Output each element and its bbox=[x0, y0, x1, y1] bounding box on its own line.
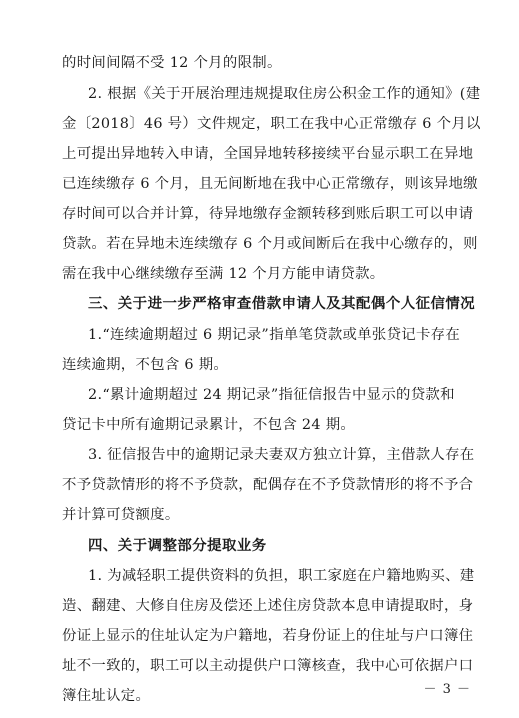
paragraph-line: 已连续缴存 6 个月，且无间断地在我中心正常缴存，则该异地缴 bbox=[62, 176, 478, 192]
page-number: － 3 － bbox=[423, 682, 471, 697]
paragraph-line: 2. 根据《关于开展治理违规提取住房公积金工作的通知》(建 bbox=[88, 86, 481, 102]
paragraph-line: 并计算可贷额度。 bbox=[62, 507, 180, 523]
paragraph-line: 址不一致的，职工可以主动提供户口簿核查，我中心可依据户口 bbox=[62, 658, 474, 674]
paragraph-line: 连续逾期，不包含 6 期。 bbox=[62, 357, 229, 373]
paragraph-line: 需在我中心继续缴存至满 12 个月方能申请贷款。 bbox=[62, 266, 385, 282]
paragraph-line: 簿住址认定。 bbox=[62, 688, 151, 704]
paragraph-line: 上可提出异地转入申请，全国异地转移接续平台显示职工在异地 bbox=[62, 146, 474, 162]
section-heading-four: 四、关于调整部分提取业务 bbox=[88, 538, 267, 554]
paragraph-line: 的时间间隔不受 12 个月的限制。 bbox=[62, 55, 282, 71]
section-heading-three: 三、关于进一步严格审查借款申请人及其配偶个人征信情况 bbox=[88, 296, 476, 312]
paragraph-line: 贷款。若在异地未连续缴存 6 个月或间断后在我中心缴存的，则 bbox=[62, 236, 478, 252]
paragraph-line: 1.“连续逾期超过 6 期记录”指单笔贷款或单张贷记卡存在 bbox=[88, 327, 461, 343]
paragraph-line: 3. 征信报告中的逾期记录夫妻双方独立计算，主借款人存在 bbox=[88, 447, 475, 463]
paragraph-line: 存时间可以合并计算，待异地缴存金额转移到账后职工可以申请 bbox=[62, 206, 474, 222]
paragraph-line: 份证上显示的住址认定为户籍地，若身份证上的住址与户口簿住 bbox=[62, 628, 474, 644]
paragraph-line: 不予贷款情形的将不予贷款，配偶存在不予贷款情形的将不予合 bbox=[62, 477, 474, 493]
paragraph-line: 2.“累计逾期超过 24 期记录”指征信报告中显示的贷款和 bbox=[88, 387, 455, 403]
paragraph-line: 贷记卡中所有逾期记录累计，不包含 24 期。 bbox=[62, 417, 356, 433]
paragraph-line: 造、翻建、大修自住房及偿还上述住房贷款本息申请提取时，身 bbox=[62, 598, 474, 614]
paragraph-line: 金〔2018〕46 号）文件规定，职工在我中心正常缴存 6 个月以 bbox=[62, 116, 481, 132]
paragraph-line: 1. 为减轻职工提供资料的负担，职工家庭在户籍地购买、建 bbox=[88, 568, 475, 584]
